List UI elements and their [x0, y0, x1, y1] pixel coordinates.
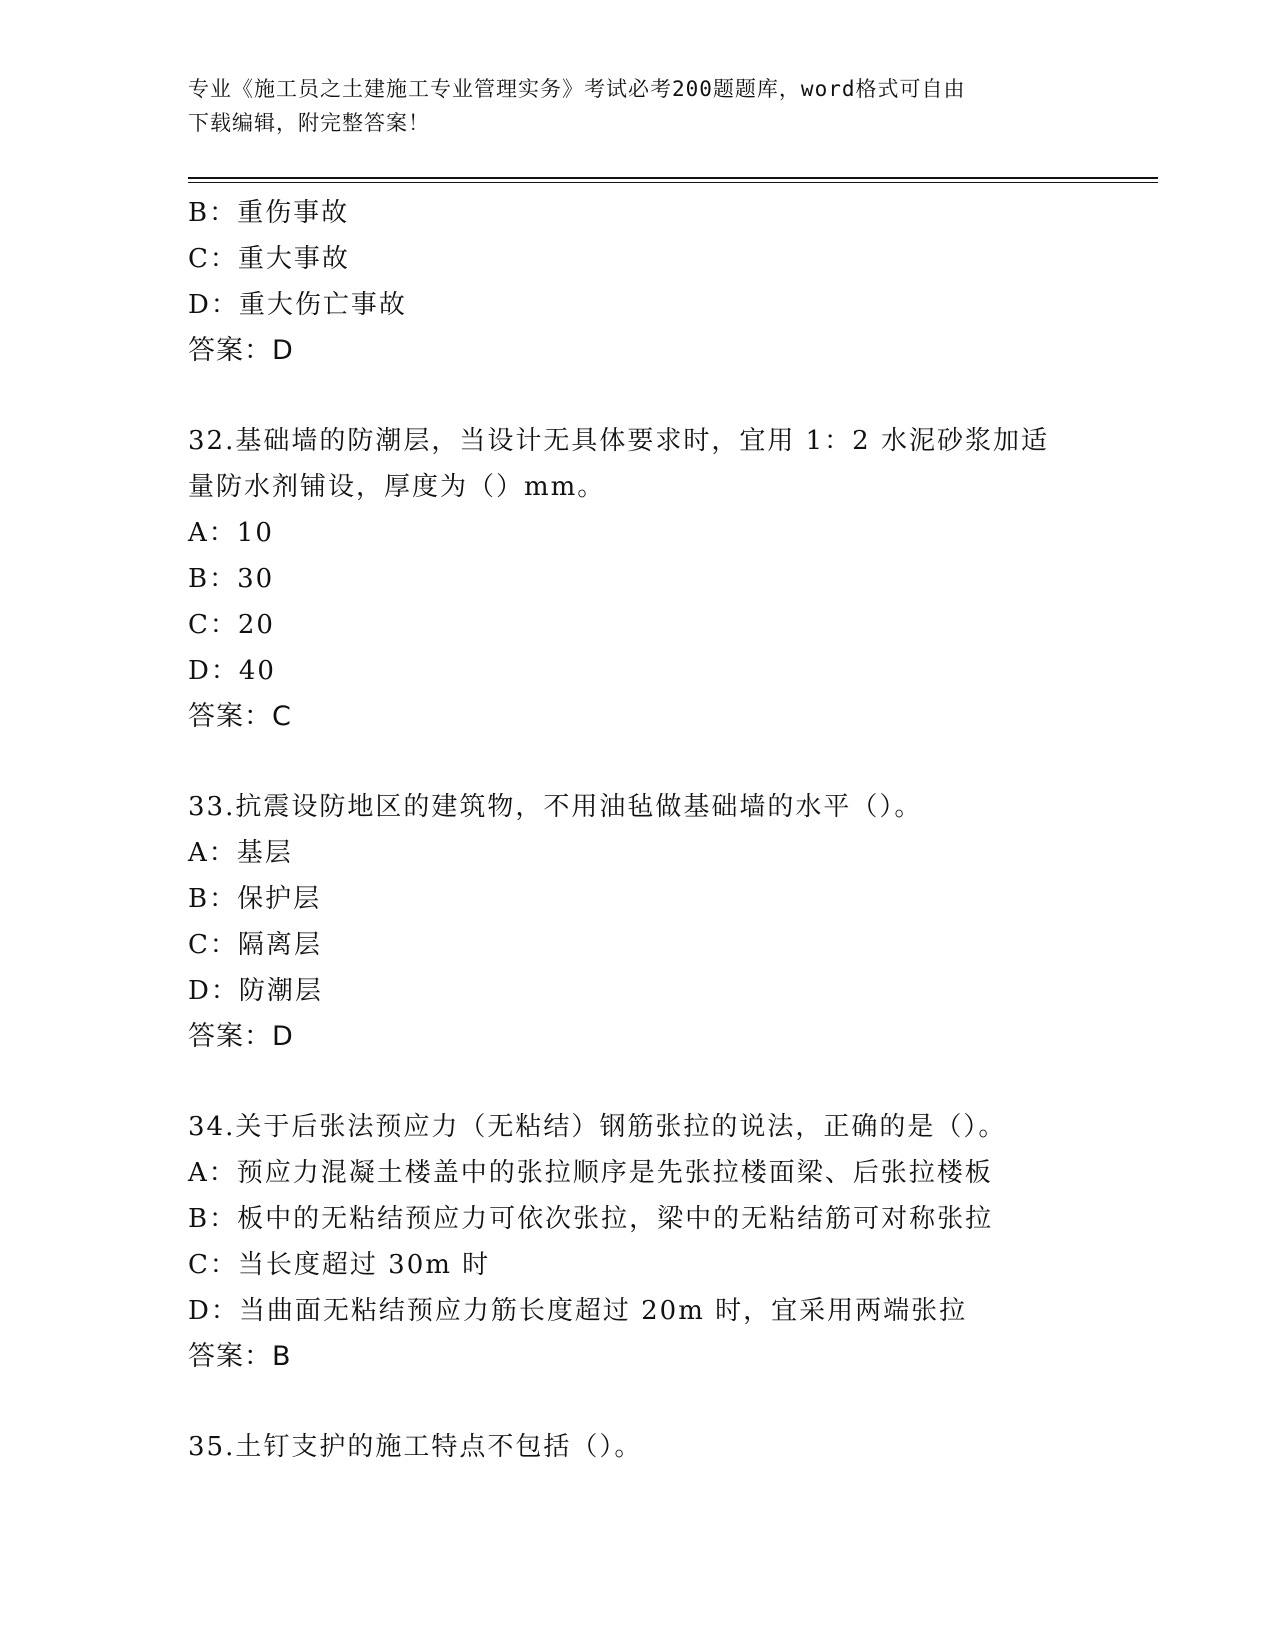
question-34 [188, 1104, 1088, 1380]
answer: 答案：D [188, 335, 294, 366]
question-stem: 32.基础墙的防潮层，当设计无具体要求时，宜用 1：2 水泥砂浆加适 [188, 426, 1049, 456]
option-a: A：10 [188, 518, 274, 548]
question-list [188, 190, 1088, 1470]
question-stem: 34.关于后张法预应力（无粘结）钢筋张拉的说法，正确的是（）。 [188, 1112, 1007, 1142]
option-d: D：防潮层 [188, 976, 323, 1006]
option-c: C：20 [188, 610, 275, 640]
answer: 答案：C [188, 701, 292, 732]
document-header [188, 72, 1088, 140]
option-b: B：板中的无粘结预应力可依次张拉，梁中的无粘结筋可对称张拉 [188, 1204, 994, 1234]
header-line-1: 专业《施工员之土建施工专业管理实务》考试必考200题题库，word格式可自由 [188, 77, 966, 101]
header-divider-thick [188, 177, 1158, 179]
question-stem: 35.土钉支护的施工特点不包括（）。 [188, 1432, 643, 1462]
option-a: A：基层 [188, 838, 293, 868]
header-line-2: 下载编辑，附完整答案！ [188, 111, 430, 135]
question-31 [188, 190, 1088, 374]
answer: 答案：B [188, 1341, 292, 1372]
question-stem-continued: 量防水剂铺设，厚度为（）mm。 [188, 472, 606, 502]
question-35 [188, 1424, 1088, 1470]
spacer [188, 1380, 1088, 1424]
option-b: B：保护层 [188, 884, 322, 914]
option-c: C：当长度超过 30m 时 [188, 1250, 491, 1280]
option-b: B：30 [188, 564, 275, 594]
header-divider-thin [188, 182, 1158, 183]
option-d: D：重大伤亡事故 [188, 290, 407, 320]
question-32 [188, 418, 1088, 740]
option-b: B：重伤事故 [188, 198, 350, 228]
spacer [188, 374, 1088, 418]
option-a: A：预应力混凝土楼盖中的张拉顺序是先张拉楼面梁、后张拉楼板 [188, 1158, 993, 1188]
answer: 答案：D [188, 1021, 294, 1052]
option-c: C：重大事故 [188, 244, 350, 274]
option-d: D：40 [188, 656, 276, 686]
option-c: C：隔离层 [188, 930, 322, 960]
spacer [188, 1060, 1088, 1104]
question-stem: 33.抗震设防地区的建筑物，不用油毡做基础墙的水平（）。 [188, 792, 923, 822]
spacer [188, 740, 1088, 784]
option-d: D：当曲面无粘结预应力筋长度超过 20m 时，宜采用两端张拉 [188, 1296, 968, 1326]
question-33 [188, 784, 1088, 1060]
